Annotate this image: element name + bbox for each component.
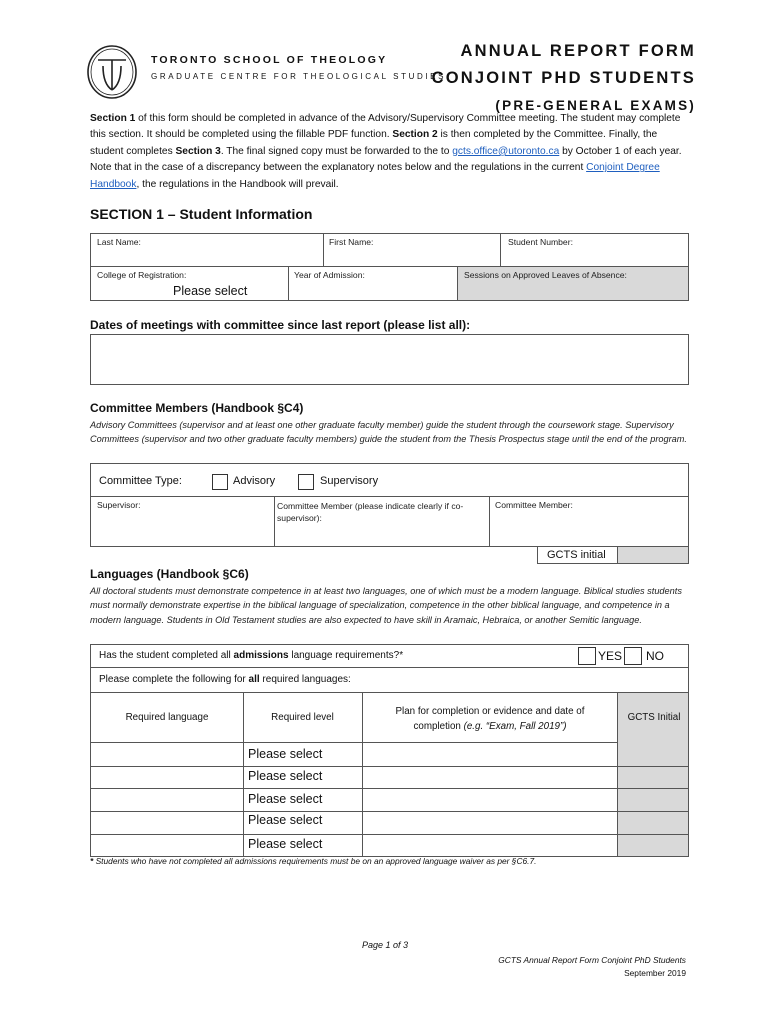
level-select-1[interactable]: Please select — [248, 747, 323, 761]
col-gcts-initial: GCTS Initial — [627, 712, 681, 723]
intro-text-5: , the regulations in the Handbook will prevail. — [136, 178, 339, 190]
committee-title: Committee Members (Handbook §C4) — [90, 401, 304, 415]
col-plan-a: Plan for completion or evidence and date of completion — [395, 706, 585, 732]
no-checkbox[interactable] — [624, 647, 642, 665]
advisory-checkbox[interactable] — [212, 474, 228, 490]
no-label: NO — [646, 649, 664, 663]
level-select-4[interactable]: Please select — [248, 813, 323, 827]
college-select[interactable]: Please select — [173, 284, 248, 298]
supervisory-label: Supervisory — [320, 475, 379, 487]
admissions-question-a: Has the student completed all — [99, 650, 234, 661]
footer-date: September 2019 — [624, 968, 686, 978]
admissions-question-c: language requirements?* — [288, 650, 404, 661]
level-select-2[interactable]: Please select — [248, 769, 323, 783]
supervisor-label: Supervisor: — [97, 500, 141, 510]
last-name-label: Last Name: — [97, 237, 141, 247]
committee-table — [90, 463, 689, 547]
form-title — [432, 38, 696, 119]
level-select-3[interactable]: Please select — [248, 792, 323, 806]
intro-text-4: by October 1 of each year. Note that in the case of a discrepancy between the explanatory notes below and the regulations in the current — [90, 145, 682, 174]
form-title-line3: (PRE-GENERAL EXAMS) — [495, 98, 696, 113]
student-info-row2 — [90, 266, 689, 301]
intro-text-2: is then completed by the Committee. Finally, the student completes — [90, 129, 658, 157]
complete-instruction-b: all — [248, 674, 260, 685]
intro-section2: Section 2 — [392, 129, 438, 141]
meetings-input[interactable] — [90, 334, 689, 385]
org-subtitle: GRADUATE CENTRE FOR THEOLOGICAL STUDIES — [151, 72, 447, 81]
footer-doc-name: GCTS Annual Report Form Conjoint PhD Students — [498, 955, 686, 965]
col-plan-b: (e.g. “Exam, Fall 2019”) — [463, 721, 567, 732]
advisory-label: Advisory — [233, 475, 276, 487]
complete-instruction-a: Please complete the following for — [99, 674, 249, 685]
languages-title: Languages (Handbook §C6) — [90, 567, 249, 581]
member2-label: Committee Member: — [495, 500, 573, 510]
footnote-star: * — [90, 856, 96, 866]
sessions-leave-label: Sessions on Approved Leaves of Absence: — [464, 270, 627, 280]
footnote-text: Students who have not completed all admissions requirements must be on an approved language waiver as per §C6.7. — [95, 856, 537, 866]
year-admission-label: Year of Admission: — [294, 270, 365, 280]
footer-doc-info — [498, 954, 686, 980]
languages-table — [90, 644, 689, 857]
tst-logo — [86, 44, 138, 100]
college-label: College of Registration: — [97, 270, 187, 280]
email-link[interactable]: gcts.office@utoronto.ca — [452, 145, 560, 157]
intro-text-3: . The final signed copy must be forwarded to the to — [220, 145, 453, 157]
complete-instruction-c: required languages: — [259, 674, 351, 685]
page-number: Page 1 of 3 — [361, 940, 409, 950]
level-select-5[interactable]: Please select — [248, 837, 323, 851]
languages-note: All doctoral students must demonstrate competence in at least two languages, one of which must be a modern language. Biblical studies students must normally demonstrate expertise in the biblical language of specialization, competence in the other biblical language, and competence in a modern language. Students in Old Testament studies are also expected to have skill in Aramaic, Hebraica, or another Semitic language. — [90, 586, 682, 625]
meetings-title: Dates of meetings with committee since last report (please list all): — [90, 318, 471, 332]
form-title-line2: CONJOINT PHD STUDENTS — [431, 69, 696, 87]
student-number-label: Student Number: — [508, 237, 573, 247]
admissions-question-b: admissions — [233, 650, 289, 661]
col-plan — [377, 704, 603, 734]
committee-type-label: Committee Type: — [99, 475, 182, 487]
section1-title: SECTION 1 – Student Information — [90, 206, 313, 222]
handbook-link[interactable]: Conjoint Degree Handbook — [90, 162, 660, 190]
gcts-initial-label: GCTS initial — [547, 549, 606, 561]
form-title-line1: ANNUAL REPORT FORM — [460, 42, 696, 60]
yes-checkbox[interactable] — [578, 647, 596, 665]
member1-label: Committee Member (please indicate clearly if co-supervisor): — [277, 501, 464, 523]
supervisory-checkbox[interactable] — [298, 474, 314, 490]
first-name-label: First Name: — [329, 237, 374, 247]
languages-footnote — [90, 856, 536, 866]
intro-section3: Section 3 — [175, 145, 221, 157]
admissions-question — [99, 650, 403, 661]
student-info-row1 — [90, 233, 689, 267]
intro-text-1: of this form should be completed in advance of the Advisory/Supervisory Committee meeting. The student may complete this section. It should be completed using the fillable PDF function. — [90, 113, 681, 141]
col-required-language: Required language — [125, 712, 209, 723]
complete-instruction — [99, 674, 351, 685]
gcts-initial-box — [537, 546, 689, 564]
col-required-level: Required level — [271, 712, 334, 723]
org-name: TORONTO SCHOOL OF THEOLOGY — [151, 54, 388, 66]
committee-note: Advisory Committees (supervisor and at least one other graduate faculty member) guide the student through the coursework stage. Supervisory Committees (supervisor and two other graduate faculty members) guide the student from the Thesis Prospectus stage until the end of the program. — [90, 420, 687, 445]
yes-label: YES — [598, 649, 623, 663]
intro-section1: Section 1 — [90, 113, 136, 124]
intro-paragraph — [90, 111, 688, 193]
